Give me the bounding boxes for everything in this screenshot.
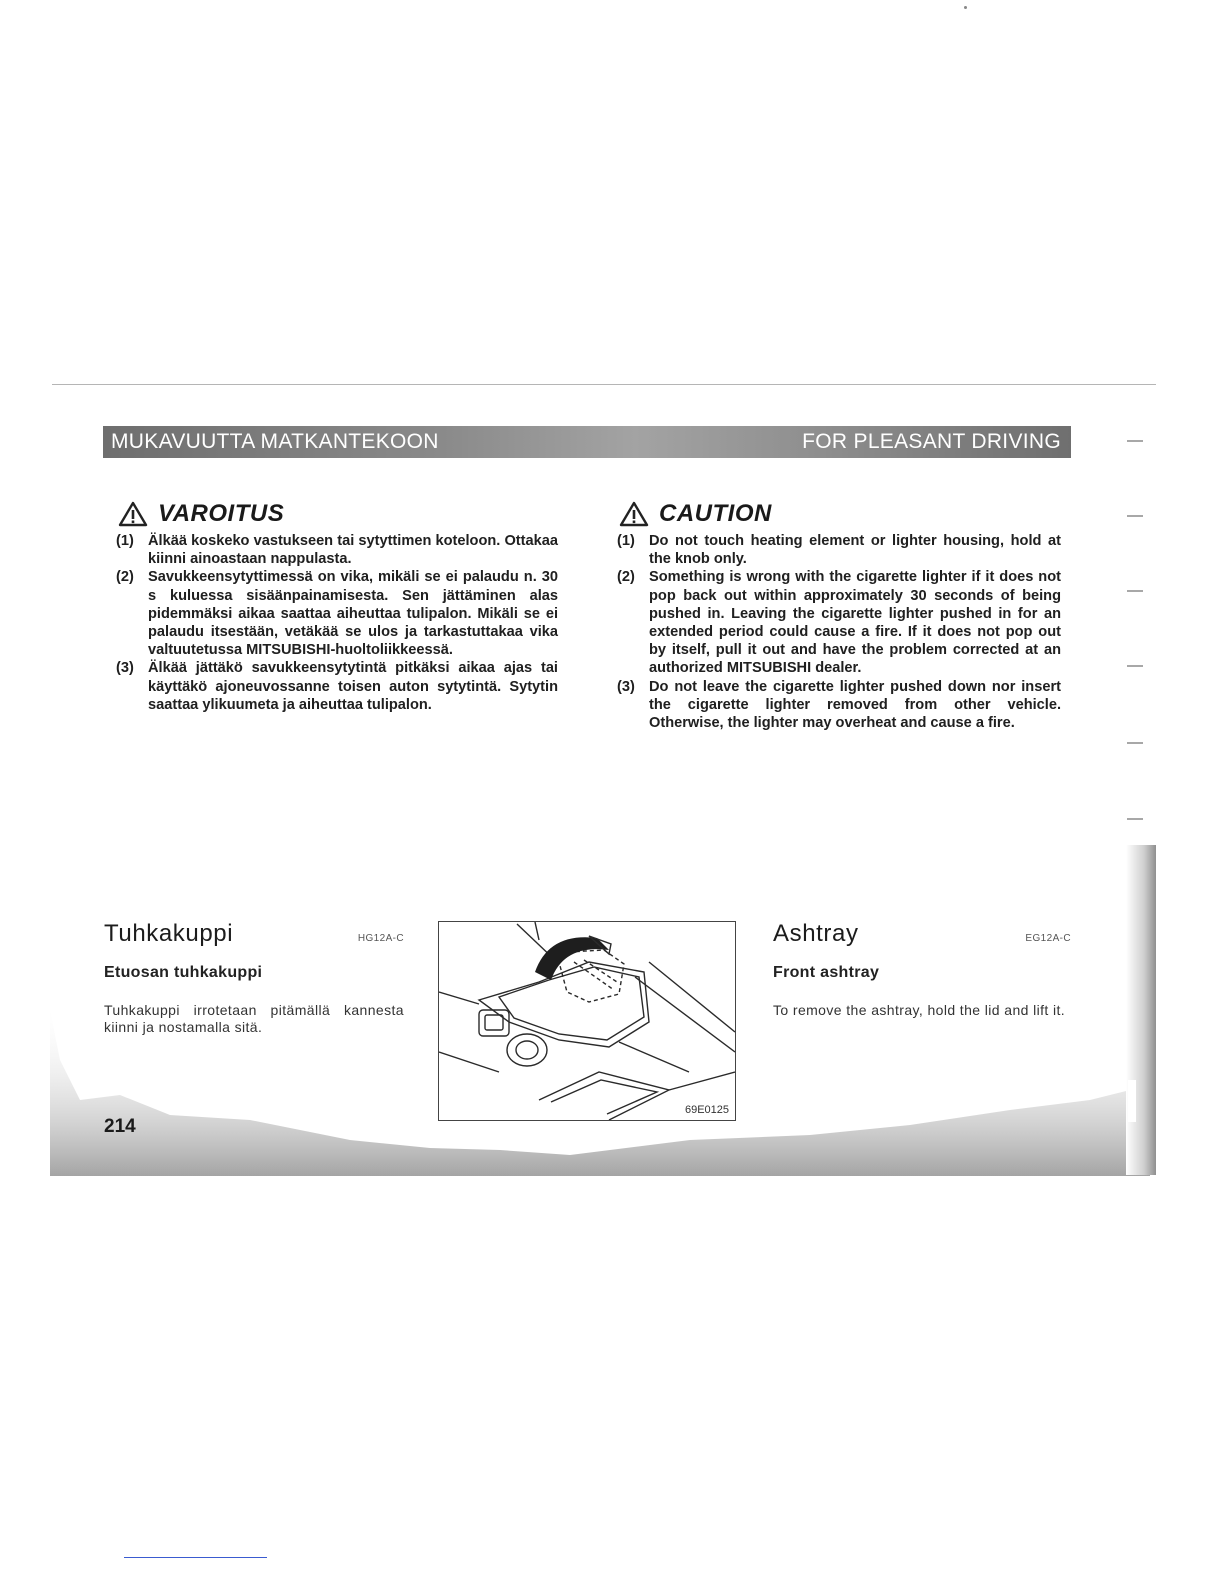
ashtray-en-body: To remove the ashtray, hold the lid and lift it. [773,1002,1066,1018]
warning-fi-heading-text: VAROITUS [158,500,285,527]
ashtray-en-title: Ashtray [773,920,859,947]
ashtray-en-subtitle: Front ashtray [773,964,880,981]
section-banner [103,426,1071,458]
scan-shadow [50,1000,1160,1180]
warning-triangle-icon [619,501,649,527]
warning-fi-block [116,500,558,714]
edge-mark [1127,665,1143,667]
edge-mark [1127,742,1143,744]
edge-mark [1127,818,1143,820]
edge-mark [1127,515,1143,517]
edge-tab [1128,1080,1136,1122]
caution-en-item: (1) Do not touch heating element or lighter housing, hold at the knob only. [617,533,1061,568]
page-number: 214 [104,1116,136,1137]
page-edge-shadow [1126,845,1156,1175]
caution-en-item: (2) Something is wrong with the cigarette lighter if it does not pop back out within approximately 30 seconds of being pushed in. Leaving the cigarette lighter pushed in for an extended period could cause a fire. If it does not pop out by itself, pull it out and have the problem corrected at an authorized MITSUBISHI dealer. [617,569,1061,677]
caution-en-list [617,532,1061,732]
ashtray-en-code: EG12A-C [1025,933,1071,944]
ashtray-fi-title: Tuhkakuppi [104,920,234,947]
warning-fi-item: (1) Älkää koskeko vastukseen tai sytyttimen koteloon. Ottakaa kiinni ainoastaan nappulasta. [116,533,558,568]
caution-en-block [617,500,1061,732]
ashtray-fi-subtitle: Etuosan tuhkakuppi [104,964,263,981]
scan-speck [964,6,967,9]
warning-fi-list [116,532,558,714]
warning-triangle-icon [118,501,148,527]
ashtray-fi-code: HG12A-C [357,933,404,944]
edge-mark [1127,440,1143,442]
banner-title-fi: MUKAVUUTTA MATKANTEKOON [111,430,439,453]
banner-title-en: FOR PLEASANT DRIVING [802,430,1061,453]
figure-code: 69E0125 [684,1104,729,1116]
warning-fi-item: (3) Älkää jättäkö savukkeensytytintä pitkäksi aikaa ajas tai käyttäkö ajoneuvossanne toisen auton sytytintä. Sytytin saattaa ylikuumeta ja aiheuttaa tulipalon. [116,660,558,713]
bottom-link-line [124,1557,267,1558]
warning-fi-item: (2) Savukkeensytyttimessä on vika, mikäli se ei palaudu n. 30 s kuluessa sisäänpainamisesta. Sen jättäminen alas pidemmäksi aikaa saattaa aiheuttaa tulipalon. Mikäli se ei palaudu itsestään, vetäkää se ulos ja tarkastuttakaa vika valtuutetussa MITSUBISHI-huoltoliikkeessä. [116,569,558,659]
top-rule [52,384,1156,385]
caution-en-heading-text: CAUTION [659,500,772,527]
caution-en-item: (3) Do not leave the cigarette lighter pushed down nor insert the cigarette lighter removed from other vehicle. Otherwise, the lighter may overheat and cause a fire. [617,678,1061,732]
edge-mark [1127,590,1143,592]
caution-en-heading [619,500,1061,528]
ashtray-fi-body: Tuhkakuppi irrotetaan pitämällä kannesta kiinni ja nostamalla sitä. [104,1002,404,1035]
warning-fi-heading [118,500,558,528]
